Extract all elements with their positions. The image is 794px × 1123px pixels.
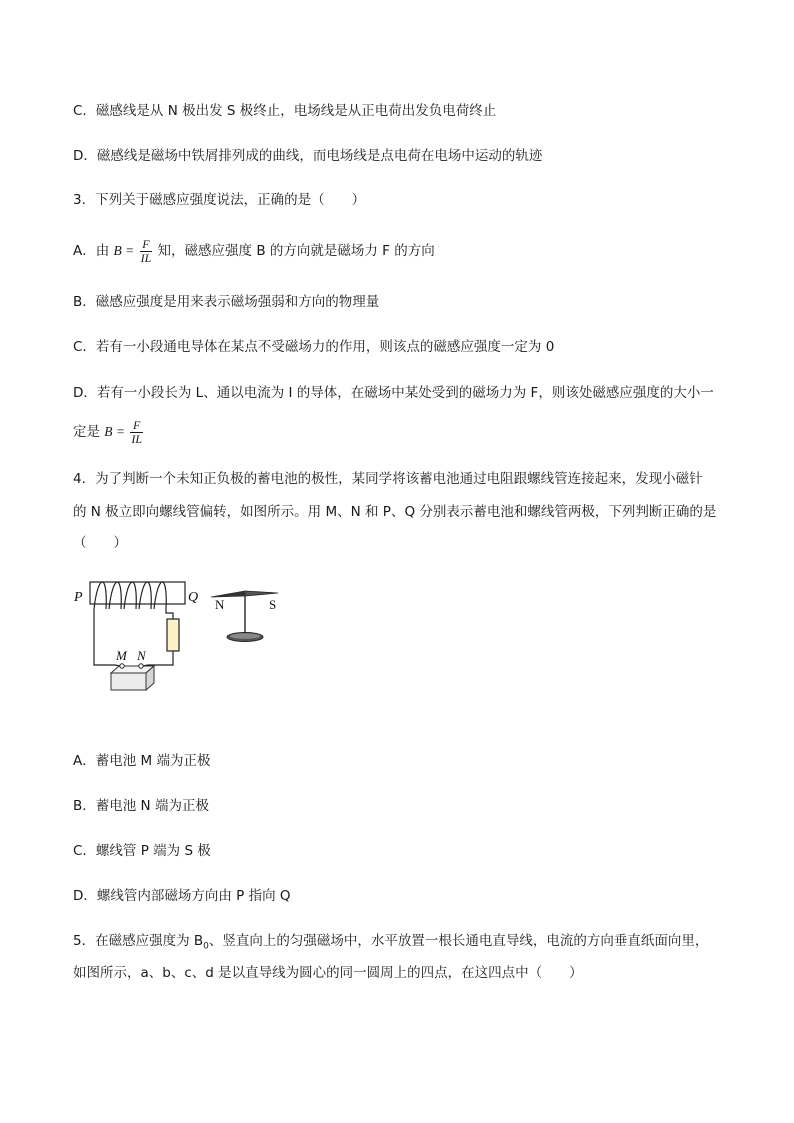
formula-lhs: B = bbox=[113, 243, 135, 258]
formula-fraction bbox=[140, 238, 153, 265]
needle-label-s: S bbox=[269, 597, 277, 612]
option-3d-line2 bbox=[73, 413, 144, 451]
wire-right-top bbox=[166, 609, 173, 619]
option-3a-suffix: 知，磁感应强度 B 的方向就是磁场力 F 的方向 bbox=[157, 243, 435, 259]
resistor bbox=[167, 619, 179, 651]
battery bbox=[111, 666, 154, 690]
question-4-line1: 4．为了判断一个未知正负极的蓄电池的极性，某同学将该蓄电池通过电阻跟螺线管连接起来，发现小磁针 bbox=[73, 471, 703, 487]
wire-right-bottom bbox=[148, 651, 173, 665]
question-3: 3．下列关于磁感应强度说法，正确的是（ ） bbox=[73, 192, 366, 208]
question-4-line2: 的 N 极立即向螺线管偏转，如图所示。用 M、N 和 P、Q 分别表示蓄电池和螺线管两极，下列判断正确的是 bbox=[73, 504, 717, 520]
option-4a: A．蓄电池 M 端为正极 bbox=[73, 753, 211, 769]
option-4c: C．螺线管 P 端为 S 极 bbox=[73, 843, 211, 859]
formula-lhs-2: B = bbox=[104, 424, 126, 439]
formula-denominator-2: IL bbox=[131, 431, 142, 446]
wire-left bbox=[94, 609, 115, 665]
option-3d-prefix: 定是 bbox=[73, 424, 100, 440]
terminal-n bbox=[139, 664, 143, 668]
option-2c: C．磁感线是从 N 极出发 S 极终止，电场线是从正电荷出发负电荷终止 bbox=[73, 103, 497, 119]
needle-label-n: N bbox=[215, 597, 225, 612]
label-m: M bbox=[116, 648, 127, 663]
option-3b: B．磁感应强度是用来表示磁场强弱和方向的物理量 bbox=[73, 294, 380, 310]
question-5-prefix: 5．在磁感应强度为 B bbox=[73, 933, 204, 949]
label-p: P bbox=[74, 590, 83, 605]
option-4b: B．蓄电池 N 端为正极 bbox=[73, 798, 209, 814]
option-2d: D．磁感线是磁场中铁屑排列成的曲线，而电场线是点电荷在电场中运动的轨迹 bbox=[73, 148, 543, 164]
label-n: N bbox=[137, 648, 146, 663]
formula-fraction-2 bbox=[130, 419, 143, 446]
solenoid-coil bbox=[94, 582, 166, 609]
option-3d-line1: D．若有一小段长为 L、通以电流为 I 的导体，在磁场中某处受到的磁场力为 F，则该处磁感应强度的大小一 bbox=[73, 385, 714, 401]
option-3a bbox=[73, 232, 435, 270]
question-5-line1 bbox=[73, 931, 708, 957]
option-3a-prefix: A．由 bbox=[73, 243, 110, 259]
question-5-line2: 如图所示，a、b、c、d 是以直导线为圆心的同一圆周上的四点，在这四点中（ ） bbox=[73, 965, 583, 981]
question-5-suffix: 、竖直向上的匀强磁场中，水平放置一根长通电直导线，电流的方向垂直纸面向里， bbox=[208, 933, 709, 949]
formula-numerator-2: F bbox=[130, 419, 143, 433]
option-4d: D．螺线管内部磁场方向由 P 指向 Q bbox=[73, 888, 291, 904]
b0-subscript: 0 bbox=[203, 941, 209, 952]
question-4-line3: （ ） bbox=[73, 535, 127, 551]
formula-denominator: IL bbox=[140, 250, 152, 265]
formula-numerator: F bbox=[140, 238, 153, 252]
label-q: Q bbox=[188, 590, 199, 605]
terminal-m bbox=[120, 664, 124, 668]
solenoid-circuit-figure bbox=[70, 575, 300, 700]
option-3c: C．若有一小段通电导体在某点不受磁场力的作用，则该点的磁感应强度一定为 0 bbox=[73, 339, 555, 355]
